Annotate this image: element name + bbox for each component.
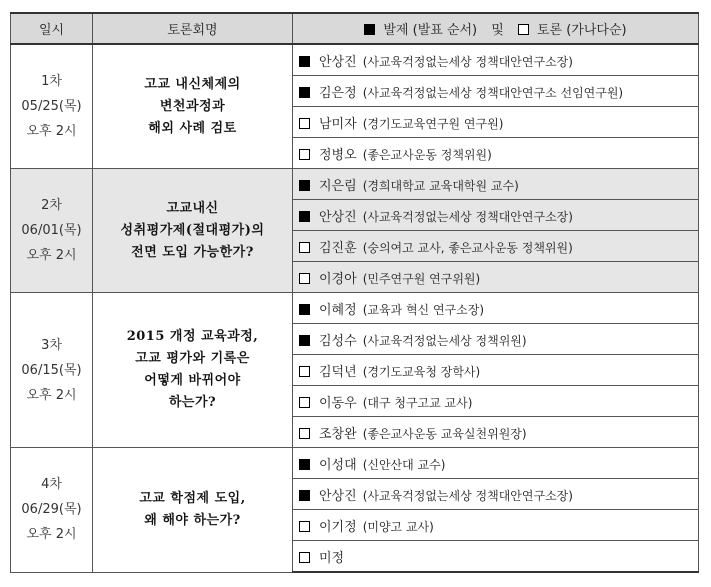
participant-cell xyxy=(293,169,699,200)
participant-name: 조창완 xyxy=(319,426,357,442)
header-row xyxy=(11,13,699,44)
participant-cell xyxy=(293,417,699,448)
participant-name: 이동우 xyxy=(319,395,357,411)
participant-cell xyxy=(293,293,699,324)
participant-cell xyxy=(293,355,699,386)
participant-name: 이기정 xyxy=(319,519,357,535)
participant-affiliation: (대구 청구고교 교사) xyxy=(362,395,473,410)
session-date xyxy=(11,293,93,448)
participant-name: 김진훈 xyxy=(319,240,357,256)
empty-square-icon xyxy=(299,118,310,129)
participant-row xyxy=(11,44,699,76)
session-date-line: 오후 2시 xyxy=(26,527,77,543)
participant-affiliation: (신안산대 교수) xyxy=(362,457,446,472)
participant-affiliation: (경기도교육청 장학사) xyxy=(362,364,481,379)
empty-square-icon xyxy=(299,521,310,532)
forum-schedule-table xyxy=(10,12,699,573)
participant-cell xyxy=(293,76,699,107)
participant-name: 이성대 xyxy=(319,457,357,473)
session-date-line: 06/15(목) xyxy=(21,362,82,378)
filled-square-icon xyxy=(299,211,310,222)
participant-affiliation: (좋은교사운동 교육실천위원장) xyxy=(362,426,527,441)
participant-name: 이경아 xyxy=(319,271,357,287)
empty-square-icon xyxy=(299,273,310,284)
participant-cell xyxy=(293,200,699,231)
participant-affiliation: (좋은교사운동 정책위원) xyxy=(362,147,492,162)
participant-cell xyxy=(293,479,699,510)
participant-name: 안상진 xyxy=(319,209,357,225)
participant-name: 김성수 xyxy=(319,333,357,349)
participant-cell xyxy=(293,510,699,541)
session-title-line: 고교 학점제 도입, xyxy=(139,490,246,506)
participant-name: 안상진 xyxy=(319,488,357,504)
participant-cell xyxy=(293,262,699,293)
participant-affiliation: (교육과 혁신 연구소장) xyxy=(362,302,485,317)
header-date: 일시 xyxy=(11,13,93,44)
session-date-line: 05/25(목) xyxy=(21,99,82,114)
filled-square-icon xyxy=(299,304,310,315)
session-date-line: 1차 xyxy=(41,74,62,89)
filled-square-icon xyxy=(299,490,310,501)
participant-affiliation: (사교육걱정없는세상 정책대안연구소장) xyxy=(362,209,573,224)
session-date xyxy=(11,169,93,293)
participant-affiliation: (사교육걱정없는세상 정책대안연구소장) xyxy=(362,54,573,69)
participant-name: 이혜정 xyxy=(319,302,357,318)
participant-cell xyxy=(293,231,699,262)
empty-square-icon xyxy=(299,397,310,408)
participant-name: 미정 xyxy=(319,550,345,566)
session-date-line: 오후 2시 xyxy=(26,387,77,403)
participant-cell xyxy=(293,386,699,417)
participant-name: 안상진 xyxy=(319,54,357,70)
participant-row xyxy=(11,448,699,479)
empty-square-icon xyxy=(299,366,310,377)
participant-affiliation: (경기도교육연구원 연구원) xyxy=(362,116,504,131)
session-date-line: 2차 xyxy=(41,198,62,213)
filled-square-icon xyxy=(299,87,310,98)
header-and-label: 및 xyxy=(491,23,504,38)
filled-square-icon xyxy=(299,180,310,191)
session-title-line: 왜 해야 하는가? xyxy=(144,512,241,528)
participant-affiliation: (경희대학교 교육대학원 교수) xyxy=(362,178,519,193)
filled-square-icon xyxy=(299,335,310,346)
session-date-line: 오후 2시 xyxy=(26,248,77,263)
session-date xyxy=(11,44,93,169)
session-date-line: 06/29(목) xyxy=(21,502,82,518)
participant-name: 남미자 xyxy=(319,116,357,132)
empty-square-icon xyxy=(299,552,310,563)
session-title-line: 변천과정과 xyxy=(159,98,226,114)
session-title-line: 성취평가제(절대평가)의 xyxy=(120,222,265,238)
session-title-line: 전면 도입 가능한가? xyxy=(131,244,254,260)
participant-cell xyxy=(293,324,699,355)
session-title xyxy=(93,169,293,293)
session-title-line: 고교 내신체제의 xyxy=(144,76,241,92)
participant-row xyxy=(11,293,699,324)
session-title xyxy=(93,293,293,448)
header-discussants-label: 토론 (가나다순) xyxy=(536,23,627,38)
participant-affiliation: (숭의여고 교사, 좋은교사운동 정책위원) xyxy=(362,240,573,255)
session-title-line: 고교 평가와 기록은 xyxy=(135,351,250,366)
participant-row xyxy=(11,169,699,200)
session-date-line: 4차 xyxy=(41,477,62,493)
session-date-line: 3차 xyxy=(41,337,62,353)
participant-name: 김은정 xyxy=(319,85,357,101)
session-title xyxy=(93,448,293,573)
participant-cell xyxy=(293,107,699,138)
empty-square-icon xyxy=(299,149,310,160)
sessions-body xyxy=(11,44,699,572)
header-title: 토론회명 xyxy=(93,13,293,44)
participant-affiliation: (사교육걱정없는세상 정책대안연구소 선임연구원) xyxy=(362,85,624,100)
participant-name: 정병오 xyxy=(319,147,357,163)
participant-cell xyxy=(293,448,699,479)
session-title xyxy=(93,44,293,169)
participant-affiliation: (사교육걱정없는세상 정책대안연구소장) xyxy=(362,488,573,503)
participant-name: 지은림 xyxy=(319,178,357,194)
session-title-line: 하는가? xyxy=(168,395,217,410)
participant-cell xyxy=(293,138,699,169)
header-participants xyxy=(293,13,699,44)
participant-name: 김덕년 xyxy=(319,364,357,380)
session-title-line: 어떻게 바뀌어야 xyxy=(144,373,241,388)
participant-affiliation: (사교육걱정없는세상 정책위원) xyxy=(362,333,527,348)
filled-square-icon xyxy=(299,56,310,67)
session-title-line: 2015 개정 교육과정, xyxy=(126,329,259,344)
empty-square-icon xyxy=(299,242,310,253)
empty-square-icon xyxy=(518,24,529,35)
empty-square-icon xyxy=(299,428,310,439)
session-title-line: 고교내신 xyxy=(166,200,219,216)
session-date xyxy=(11,448,93,573)
participant-cell xyxy=(293,541,699,573)
participant-affiliation: (민주연구원 연구위원) xyxy=(362,271,481,286)
filled-square-icon xyxy=(299,459,310,470)
filled-square-icon xyxy=(364,24,375,35)
session-date-line: 06/01(목) xyxy=(21,223,82,238)
participant-affiliation: (미양고 교사) xyxy=(362,519,434,534)
header-presenters-label: 발제 (발표 순서) xyxy=(383,23,478,38)
participant-cell xyxy=(293,44,699,76)
session-title-line: 해외 사례 검토 xyxy=(148,120,237,136)
session-date-line: 오후 2시 xyxy=(26,124,77,139)
